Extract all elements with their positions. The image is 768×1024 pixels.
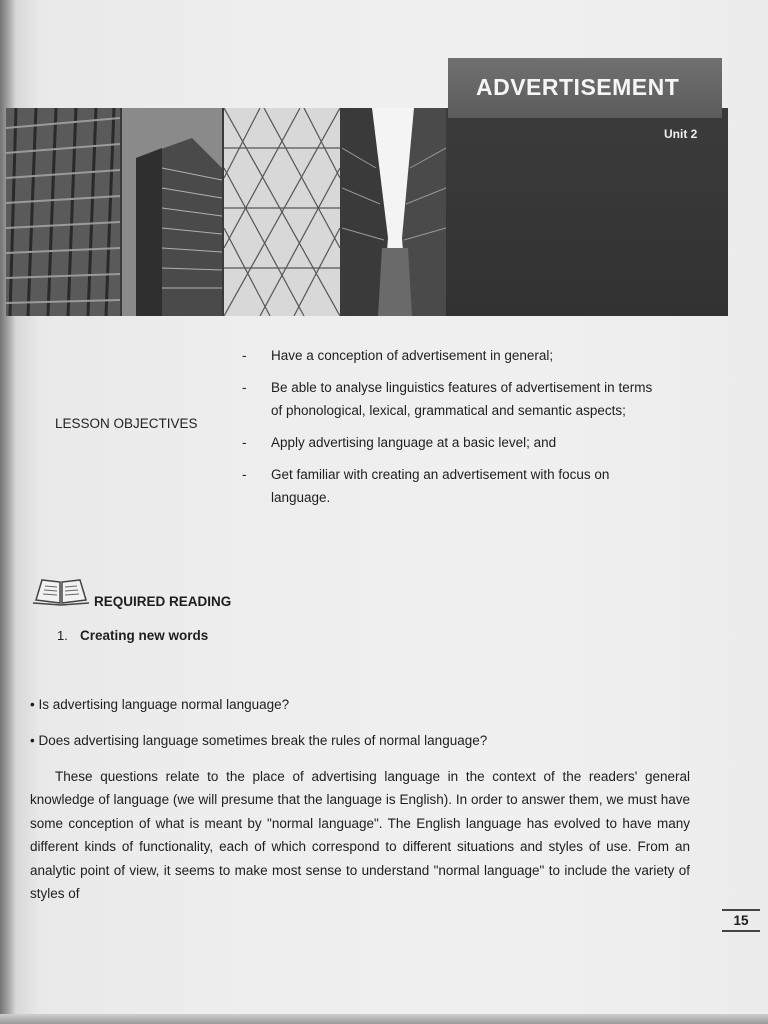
unit-banner: [6, 108, 728, 316]
question-item: • Is advertising language normal language?: [30, 697, 290, 712]
lesson-objectives-label: LESSON OBJECTIVES: [55, 416, 198, 431]
objectives-list: [240, 344, 662, 518]
unit-title: ADVERTISEMENT: [476, 74, 680, 100]
section-title: Creating new words: [80, 628, 209, 643]
building-photo-4: [342, 108, 446, 316]
objective-item: - Have a conception of advertisement in general;: [240, 344, 662, 367]
open-book-icon: [32, 576, 90, 611]
required-reading-title: REQUIRED READING: [94, 594, 232, 609]
building-photo-2: [122, 108, 222, 316]
question-item: • Does advertising language sometimes break the rules of normal language?: [30, 733, 488, 748]
body-paragraph: These questions relate to the place of advertising language in the context of the readers' general knowledge of language (we will presume that the language is English). In order to answer them, we must have some conception of what is meant by "normal language". The English language has evolved to have many different kinds of functionality, each of which correspond to different situations and styles of use. From an analytic point of view, it seems to make most sense to understand "normal language" to include the variety of styles of: [30, 769, 690, 902]
objective-item: - Get familiar with creating an advertisement with focus on language.: [240, 463, 662, 509]
objective-item: - Be able to analyse linguistics features of advertisement in terms of phonological, lexical, grammatical and semantic aspects;: [240, 376, 662, 422]
page-number: 15: [722, 909, 760, 932]
building-photo-3: [224, 108, 340, 316]
section-number: 1.: [57, 628, 68, 643]
building-photo-1: [6, 108, 120, 316]
page-bottom-edge: [0, 1014, 768, 1024]
unit-number: Unit 2: [664, 127, 698, 141]
objective-item: - Apply advertising language at a basic level; and: [240, 431, 662, 454]
